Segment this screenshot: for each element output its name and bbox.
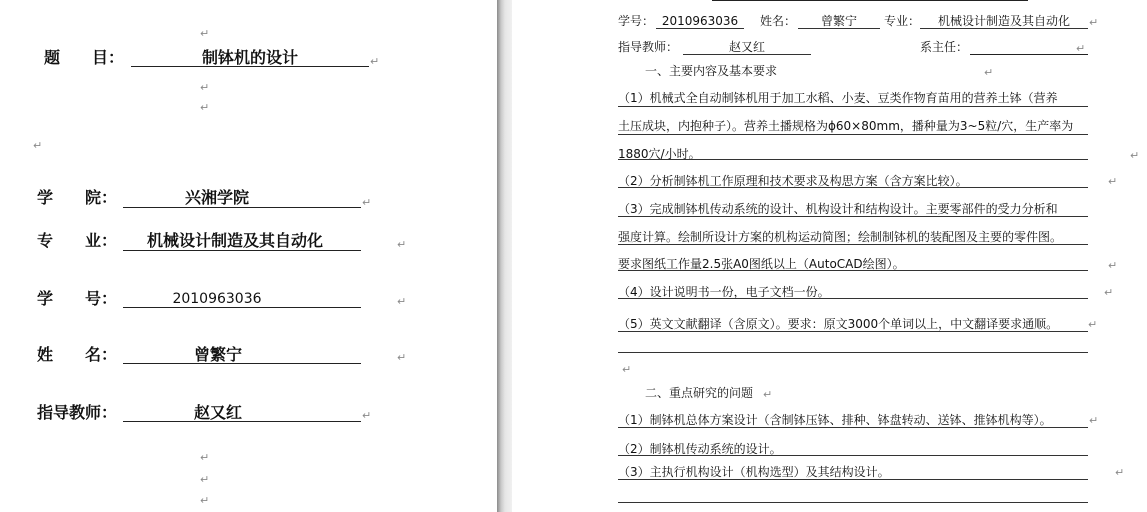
name-value: 曾繁宁 — [798, 15, 880, 29]
text-underline — [618, 479, 1088, 480]
advisor-value: 赵又红 — [683, 41, 811, 55]
student-id-value: 2010963036 — [656, 15, 744, 29]
paragraph-mark: ↵ — [362, 196, 372, 209]
paragraph-mark: ↵ — [397, 351, 407, 364]
advisor-label: 指导教师： — [37, 403, 118, 422]
paragraph-mark: ↵ — [1104, 286, 1114, 299]
research-line: （1）制钵机总体方案设计（含制钵压钵、排种、钵盘转动、送钵、推钵机构等）。 — [618, 413, 1052, 427]
paragraph-mark: ↵ — [1076, 42, 1086, 55]
text-underline — [618, 187, 1088, 188]
title-label: 题 目： — [44, 48, 125, 67]
top-cropped-underline — [712, 0, 1028, 1]
text-underline — [618, 159, 1088, 160]
paragraph-mark: ↵ — [1108, 259, 1118, 272]
text-underline — [618, 106, 1088, 107]
requirement-line: （1）机械式全自动制钵机用于加工水稻、小麦、豆类作物育苗用的营养土钵（营养 — [618, 91, 1058, 105]
paragraph-mark: ↵ — [1130, 149, 1140, 162]
thesis-title: 制钵机的设计 — [201, 48, 298, 67]
requirement-line: （4）设计说明书一份，电子文档一份。 — [618, 285, 830, 299]
college-underline — [123, 207, 361, 208]
text-underline — [618, 244, 1088, 245]
paragraph-mark: ↵ — [397, 295, 407, 308]
page-gutter — [497, 0, 512, 512]
paragraph-mark: ↵ — [200, 473, 210, 486]
college-label: 学 院： — [37, 188, 118, 207]
paragraph-mark: ↵ — [397, 238, 407, 251]
text-underline — [618, 270, 1088, 271]
dept-head-label: 系主任： — [920, 40, 969, 54]
advisor-underline — [123, 421, 361, 422]
text-underline — [618, 427, 1088, 428]
paragraph-mark: ↵ — [1089, 414, 1099, 427]
paragraph-mark: ↵ — [370, 55, 380, 68]
paragraph-mark: ↵ — [1088, 318, 1098, 331]
text-underline — [618, 134, 1088, 135]
name-label: 姓 名： — [37, 345, 118, 364]
paragraph-mark: ↵ — [200, 27, 210, 40]
requirement-line: （5）英文文献翻译（含原文）。要求：原文3000个单词以上，中文翻译要求通顺。 — [618, 317, 1059, 331]
text-underline — [618, 455, 1088, 456]
paragraph-mark: ↵ — [200, 81, 210, 94]
student-id-label: 学 号： — [37, 289, 118, 308]
paragraph-mark: ↵ — [1115, 466, 1125, 479]
name-underline — [123, 363, 361, 364]
paragraph-mark: ↵ — [984, 66, 994, 79]
section-heading-key-problems: 二、重点研究的问题 — [645, 386, 754, 400]
research-line: （3）主执行机构设计（机构选型）及其结构设计。 — [618, 465, 890, 479]
major-label: 专业： — [884, 14, 921, 28]
text-underline — [618, 331, 1088, 332]
student-id-label: 学号： — [618, 14, 655, 28]
requirement-line: 要求图纸工作量2.5张A0图纸以上（AutoCAD绘图）。 — [618, 257, 905, 271]
paragraph-mark: ↵ — [362, 409, 372, 422]
requirement-line: 强度计算。绘制所设计方案的机构运动简图；绘制制钵机的装配图及主要的零件图。 — [618, 230, 1063, 244]
requirement-line: （2）分析制钵机工作原理和技术要求及构思方案（含方案比较）。 — [618, 174, 968, 188]
text-underline — [618, 352, 1088, 353]
text-underline — [618, 298, 1088, 299]
paragraph-mark: ↵ — [1108, 175, 1118, 188]
major-underline — [123, 250, 361, 251]
right-document-page — [512, 0, 1147, 512]
name-label: 姓名： — [760, 14, 797, 28]
requirement-line: 土压成块，内抱种子）。营养土播规格为ϕ60×80mm，播种量为3~5粒/穴，生产率为 — [618, 119, 1074, 133]
major-label: 专 业： — [37, 231, 118, 250]
paragraph-mark: ↵ — [763, 388, 773, 401]
paragraph-mark: ↵ — [200, 494, 210, 507]
dept-head-underline — [970, 54, 1088, 55]
major-value: 机械设计制造及其自动化 — [146, 231, 323, 250]
text-underline — [618, 502, 1088, 503]
advisor-label: 指导教师： — [618, 40, 679, 54]
name-value: 曾繁宁 — [193, 345, 242, 364]
paragraph-mark: ↵ — [622, 363, 632, 376]
paragraph-mark: ↵ — [33, 139, 43, 152]
student-id-underline — [123, 307, 361, 308]
paragraph-mark: ↵ — [200, 451, 210, 464]
paragraph-mark: ↵ — [200, 101, 210, 114]
section-heading-main-content: 一、主要内容及基本要求 — [645, 64, 778, 78]
research-line: （2）制钵机传动系统的设计。 — [618, 442, 782, 456]
left-document-page — [0, 0, 497, 512]
student-id-value: 2010963036 — [172, 291, 262, 307]
requirement-line: 1880穴/小时。 — [618, 147, 701, 161]
advisor-value: 赵又红 — [193, 403, 242, 422]
text-underline — [618, 216, 1088, 217]
college-value: 兴湘学院 — [184, 188, 249, 207]
major-value: 机械设计制造及其自动化 — [920, 15, 1088, 29]
paragraph-mark: ↵ — [1089, 16, 1099, 29]
requirement-line: （3）完成制钵机传动系统的设计、机构设计和结构设计。主要零部件的受力分析和 — [618, 202, 1058, 216]
